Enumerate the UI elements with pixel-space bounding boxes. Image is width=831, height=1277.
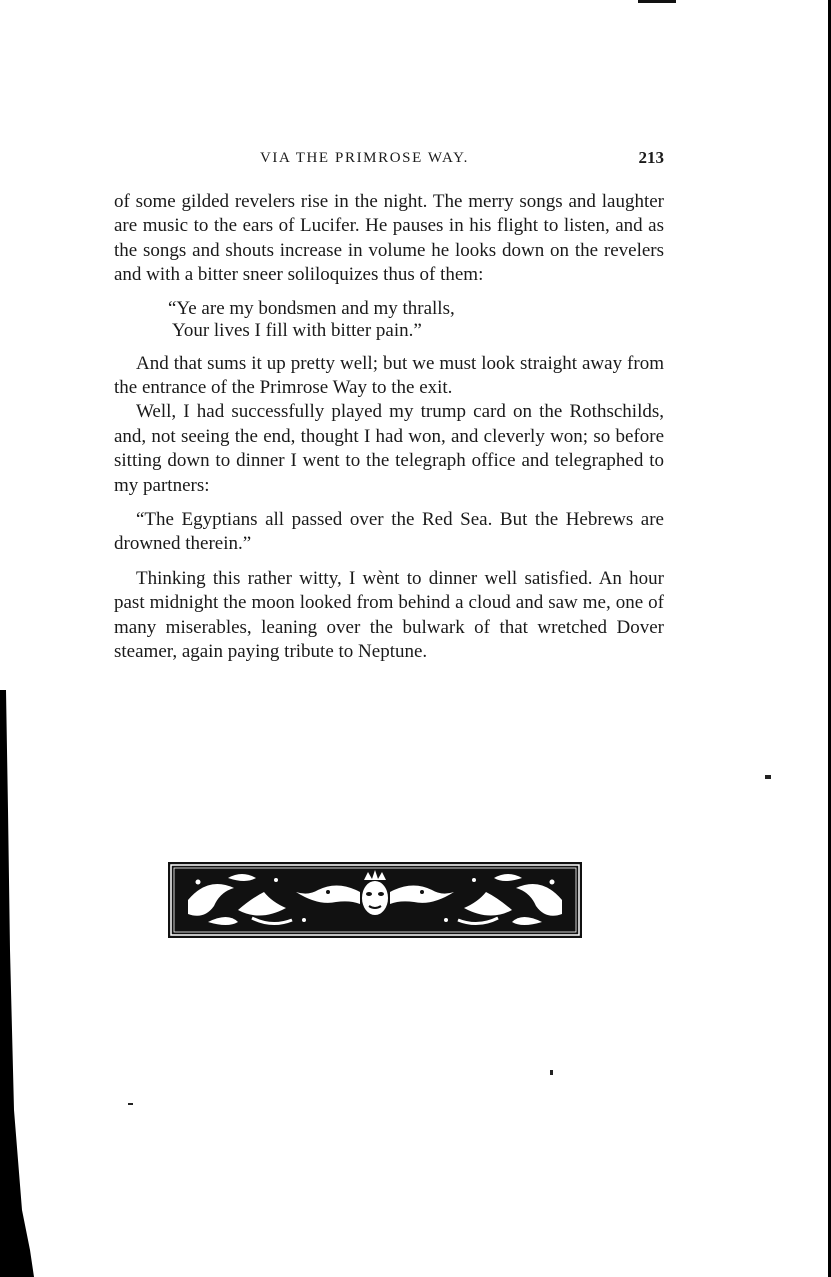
paragraph-4: “The Egyptians all passed over the Red Sea. But the Hebrews are drowned therein.”	[114, 509, 664, 555]
scan-left-edge	[0, 690, 34, 1277]
scan-speck	[128, 1103, 133, 1105]
verse-line-2: Your lives I fill with bitter pain.”	[172, 319, 422, 341]
paragraph-2: And that sums it up pretty well; but we must look straight away from the entrance of the Primrose Way to the exit.	[114, 352, 664, 399]
verse-quote	[168, 298, 664, 342]
page-number: 213	[638, 148, 664, 167]
scan-speck	[550, 1070, 553, 1075]
running-head	[114, 148, 664, 172]
tailpiece-ornament-icon	[168, 862, 582, 938]
running-title: VIA THE PRIMROSE WAY.	[260, 150, 469, 166]
scan-speck	[765, 775, 771, 779]
paragraph-3: Well, I had successfully played my trump card on the Rothschilds, and, not seeing the end, thought I had won, and cleverly won; so before sitting down to dinner I went to the telegraph office and telegraphed to my partners:	[114, 401, 664, 496]
paragraph-1: of some gilded revelers rise in the night. The merry songs and laughter are music to the ears of Lucifer. He pauses in his flight to listen, and as the songs and shouts increase in volume he looks down on the revelers and with a bitter sneer soliloquizes thus of them:	[114, 191, 664, 286]
scan-mark	[638, 0, 676, 3]
paragraph-5: Thinking this rather witty, I wènt to dinner well satisfied. An hour past midnight the moon looked from behind a cloud and saw me, one of many miserables, leaning over the bulwark of that wretched Dover steamer, again paying tribute to Neptune.	[114, 567, 664, 663]
body-text	[114, 190, 664, 665]
verse-line-1: “Ye are my bondsmen and my thralls,	[168, 297, 455, 319]
